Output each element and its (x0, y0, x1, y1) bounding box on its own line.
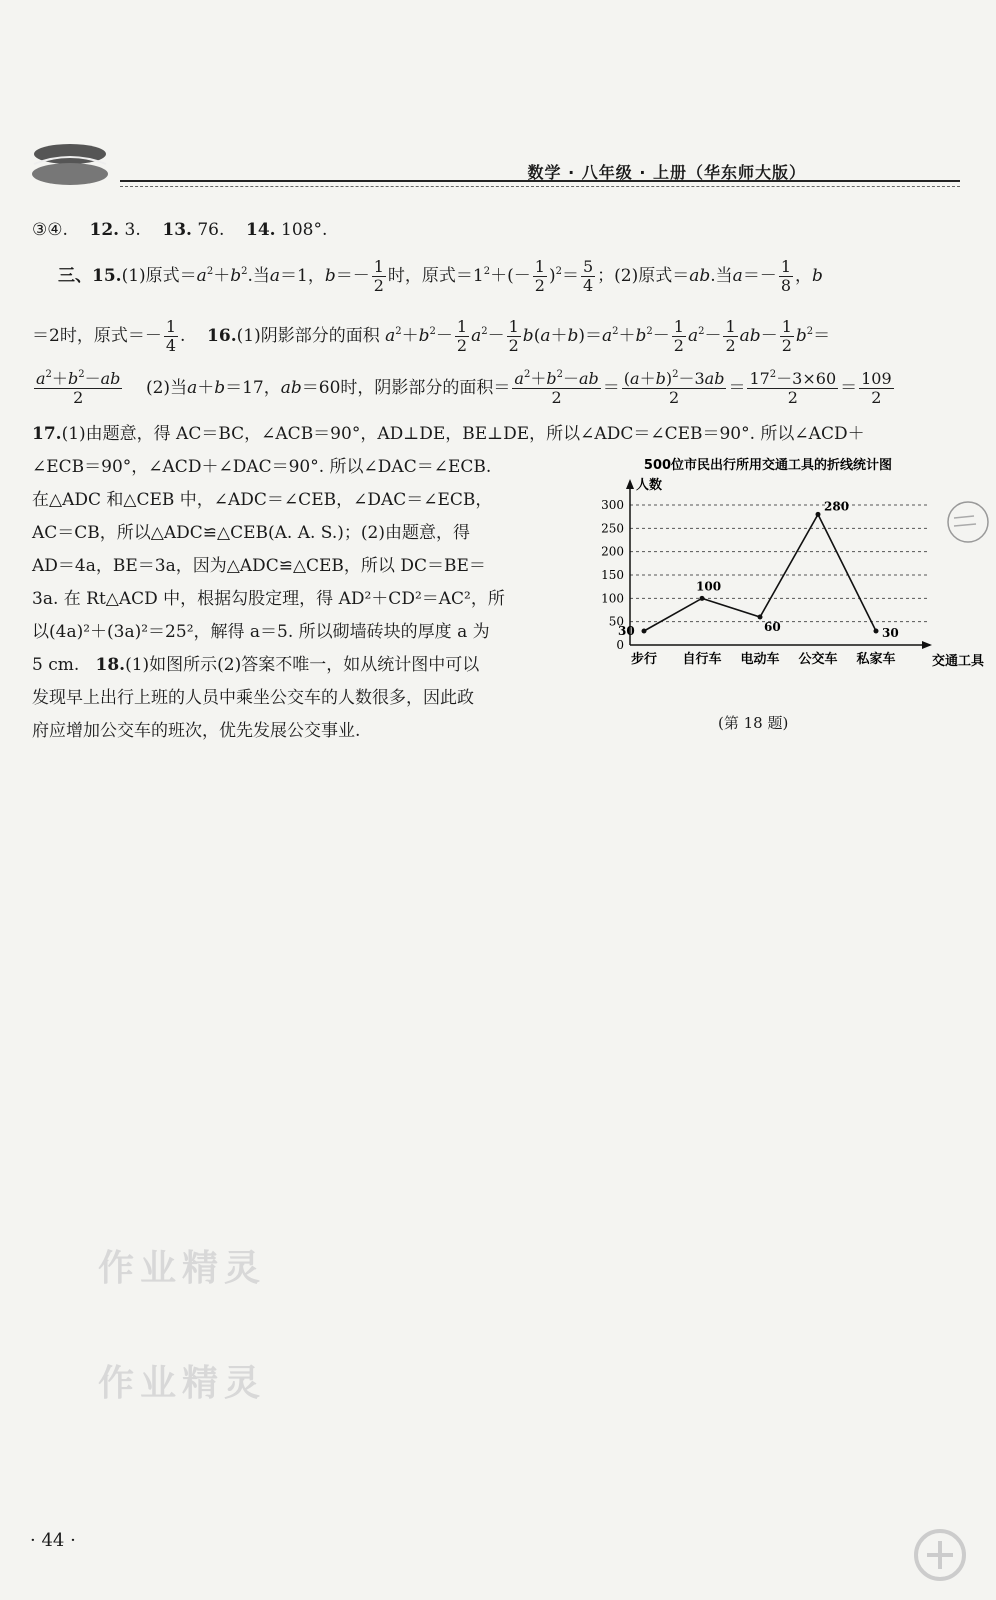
q18-line-3: 府应增加公交车的班次，优先发展公交事业. (32, 721, 361, 741)
y-axis-label: 人数 (636, 478, 663, 493)
q18-line-1: 5 cm. 18.(1)如图所示(2)答案不唯一，如从统计图中可以 (32, 655, 480, 675)
q17-line-1: 17.(1)由题意，得 AC＝BC，∠ACB＝90°，AD⊥DE，BE⊥DE，所以∠ADC＝∠CEB＝90°. 所以∠ACD＋ (32, 424, 865, 444)
x-axis-arrow-icon (922, 641, 932, 649)
y-tick-label: 150 (601, 568, 624, 582)
fraction: $\frac{109}{2}$ (861, 369, 892, 407)
q17-line-4: AC＝CB，所以△ADC≌△CEB(A. A. S.)；(2)由题意，得 (32, 523, 470, 543)
watermark-2: 作业精灵 (98, 1363, 267, 1404)
data-label: 60 (764, 620, 781, 634)
q17-line-3: 在△ADC 和△CEB 中，∠ADC＝∠CEB，∠DAC＝∠ECB， (32, 490, 493, 510)
q15-line-1: 三、15.(1)原式$=a^2+b^2$.当a＝1，b＝－ $\frac{1}{2}$ 时，原式$=1^2+(-$ $\frac{1}{2}$ )$^2$＝ $\frac{5}{4}$ ；(2)原式＝ab.当a＝－ $\frac{1}{8}$ ，b (58, 257, 823, 295)
fraction: $\frac{5}{4}$ (582, 257, 594, 295)
y-tick-label: 50 (608, 614, 624, 629)
corner-logo-icon (905, 1525, 975, 1585)
q17-line-7: 以(4a)²＋(3a)²＝25²，解得 a＝5. 所以砌墙砖块的厚度 a 为 (32, 622, 490, 642)
fraction: $\frac{1}{4}$ (165, 317, 177, 355)
y-axis-arrow-icon (626, 479, 634, 489)
x-tick-label: 私家车 (856, 652, 896, 667)
q16-line-3: $\frac{a^2+b^2-ab}{2}$ (2)当a＋b＝17，ab＝60时，阴影部分的面积＝ $\frac{a^2+b^2-ab}{2}$ ＝ $\frac{(a+b)^2-3ab}{2}$ ＝ $\frac{17^2-3\times 60}{2}$ ＝ $\frac{109}{2}$ (36, 369, 892, 407)
x-tick-label: 电动车 (740, 652, 780, 667)
fraction: $\frac{1}{8}$ (780, 257, 791, 295)
data-label: 30 (882, 626, 899, 640)
data-label: 100 (696, 579, 722, 594)
y-tick-label: 250 (601, 521, 624, 536)
q15-q16-line-2: ＝2时，原式＝－ $\frac{1}{4}$ . 16.(1)阴影部分的面积 $a^2+b^2-$ $\frac{1}{2}$ $a^2-$ $\frac{1}{2}$ $b(a+b)=a^2+b^2-$ $\frac{1}{2}$ $a^2-$ $\frac{1}{2}$ ab－ $\frac{1}{2}$ $b^2=$ (32, 317, 831, 355)
y-tick-label: 300 (601, 498, 624, 512)
book-logo-icon (30, 140, 110, 188)
data-point (642, 629, 647, 634)
chart-caption: (第 18 题) (718, 714, 789, 732)
page-number: · 44 · (30, 1530, 76, 1551)
y-tick-label: 0 (616, 638, 624, 652)
x-axis-label: 交通工具 (931, 654, 985, 669)
data-point (874, 629, 879, 634)
data-label: 280 (824, 499, 850, 514)
series-line (644, 514, 876, 631)
side-stamp-icon (944, 498, 984, 546)
header-title: 数学 · 八年级 · 上册（华东师大版） (527, 163, 806, 182)
data-point (700, 596, 705, 601)
fraction: $\frac{1}{2}$ (534, 257, 545, 295)
data-point (816, 512, 821, 517)
answer-line-1: ③④. 12. 3. 13. 76. 14. 108°. (32, 220, 328, 240)
data-point (758, 615, 763, 620)
y-tick-label: 100 (601, 591, 624, 606)
q17-line-5: AD＝4a，BE＝3a，因为△ADC≌△CEB，所以 DC＝BE＝ (32, 556, 486, 576)
q17-line-2: ∠ECB＝90°，∠ACD＋∠DAC＝90°. 所以∠DAC＝∠ECB. (32, 457, 492, 477)
fraction: $\frac{1}{2}$ (373, 257, 384, 295)
data-label: 30 (618, 624, 635, 638)
x-tick-label: 公交车 (798, 652, 838, 667)
x-tick-label: 步行 (630, 652, 658, 667)
watermark-1: 作业精灵 (98, 1248, 267, 1289)
q17-line-6: 3a. 在 Rt△ACD 中，根据勾股定理，得 AD²＋CD²＝AC²，所 (32, 589, 505, 609)
line-chart (578, 455, 985, 720)
q18-line-2: 发现早上出行上班的人员中乘坐公交车的人数很多，因此政 (32, 688, 474, 708)
x-tick-label: 自行车 (682, 652, 722, 667)
y-tick-label: 200 (601, 544, 624, 559)
chart-title: 500位市民出行所用交通工具的折线统计图 (643, 458, 893, 473)
